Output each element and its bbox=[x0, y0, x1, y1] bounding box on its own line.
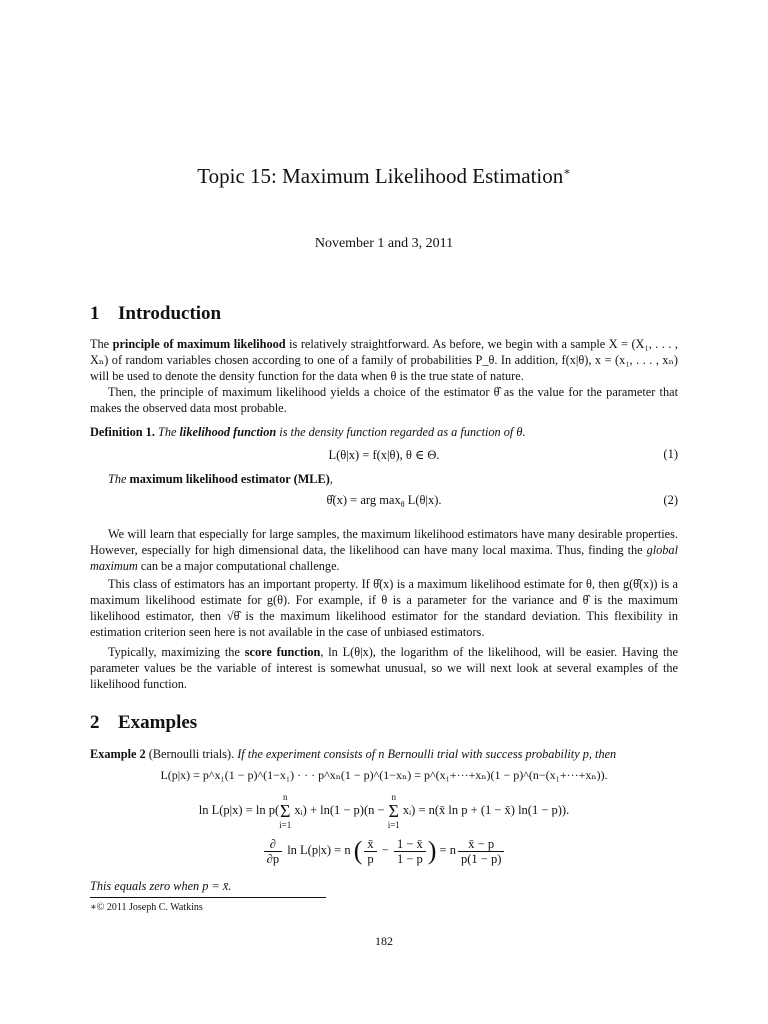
equation-2-number: (2) bbox=[663, 493, 678, 507]
mle-definition-line: The maximum likelihood estimator (MLE), bbox=[108, 472, 333, 486]
section-heading-introduction: 1 Introduction bbox=[90, 303, 222, 324]
equation-bernoulli-score: $\frac{\partial}{\partial p}$ ln L(p|x) = n ( $\frac{x̄}{p}$ − $\frac{1 - x̄}{1 - p}$ ) = n $\frac{x̄ - p}{p(1 - p)}$ bbox=[0, 836, 768, 866]
document-date: November 1 and 3, 2011 bbox=[314, 236, 454, 251]
equation-1: L(θ|x) = f(x|θ), θ ∈ Θ. bbox=[328, 448, 440, 462]
footnote-rule bbox=[90, 897, 326, 898]
paragraph-principle: The principle of maximum likelihood is relatively straightforward. As before, we begin with a sample X = (X₁, . . . , Xₙ) of random variables chosen according to one of a family of probabilities P_θ. In addition, f(x|θ), x = (x₁, . . . , xₙ) will be used to denote the density function for the data when θ is the true state of nature. bbox=[90, 337, 679, 383]
equation-bernoulli-log-likelihood: ln L(p|x) = ln p(n Σ i=1 xᵢ) + ln(1 − p)(n − n Σ i=1 xᵢ) = n(x̄ ln p + (1 − x̄) ln(1 − p)). bbox=[198, 792, 570, 830]
fraction: $\frac{\partial}{\partial p}$ bbox=[264, 837, 282, 866]
title-footnote-mark: ∗ bbox=[563, 166, 571, 178]
page-number: 182 bbox=[375, 934, 393, 948]
equation-2: θ̂(x) = arg $\max_\theta L(\theta|x)$. bbox=[326, 493, 442, 509]
fraction: $\frac{x̄}{p}$ bbox=[364, 837, 376, 866]
page-title: Topic 15: Maximum Likelihood Estimation∗ bbox=[197, 164, 571, 188]
example-2-statement: Example 2 (Bernoulli trials). If the experiment consists of n Bernoulli trial with success probability p, then bbox=[90, 747, 617, 761]
section-heading-examples: 2 Examples bbox=[90, 712, 198, 733]
fraction: $\frac{x̄ - p}{p(1 - p)}$ bbox=[458, 837, 504, 866]
paragraph-desirable-properties: We will learn that especially for large samples, the maximum likelihood estimators have many desirable properties. However, especially for high dimensional data, the likelihood can have many local maxima. Thus, finding the global maximum can be a major computational challenge. bbox=[90, 527, 678, 573]
fraction: $\frac{1 - x̄}{1 - p}$ bbox=[394, 837, 426, 866]
definition-1: Definition 1. The likelihood function is the density function regarded as a function of θ. bbox=[90, 425, 526, 439]
footnote-copyright: ∗© 2011 Joseph C. Watkins bbox=[90, 902, 203, 913]
equation-1-number: (1) bbox=[663, 447, 678, 461]
zero-condition: This equals zero when p = x̄. bbox=[90, 879, 232, 893]
summation-symbol: n Σ i=1 bbox=[279, 792, 292, 830]
equation-bernoulli-likelihood: L(p|x) = p^x₁(1 − p)^(1−x₁) · · · p^xₙ(1 − p)^(1−xₙ) = p^(x₁+···+xₙ)(1 − p)^(n−(x₁+···+xₙ)). bbox=[160, 768, 608, 782]
summation-symbol: n Σ i=1 bbox=[387, 792, 400, 830]
paragraph-invariance: This class of estimators has an important property. If θ̂(x) is a maximum likelihood estimate for θ, then g(θ̂(x)) is a maximum likelihood estimate for g(θ). For example, if θ is a parameter for the variance and θ̂ is the maximum likelihood estimator, then √θ̂ is the maximum likelihood estimator for the standard deviation. This flexibility in estimation criterion seen here is not available in the case of unbiased estimators. bbox=[90, 577, 678, 639]
paragraph-score-function: Typically, maximizing the score function, ln L(θ|x), the logarithm of the likelihood, will be easier. Having the parameter values be the variable of interest is somewhat unusual, so we will next look at several examples of the likelihood function. bbox=[90, 645, 679, 691]
paragraph-estimator: Then, the principle of maximum likelihood yields a choice of the estimator θ̂ as the value for the parameter that makes the observed data most probable. bbox=[90, 385, 678, 415]
